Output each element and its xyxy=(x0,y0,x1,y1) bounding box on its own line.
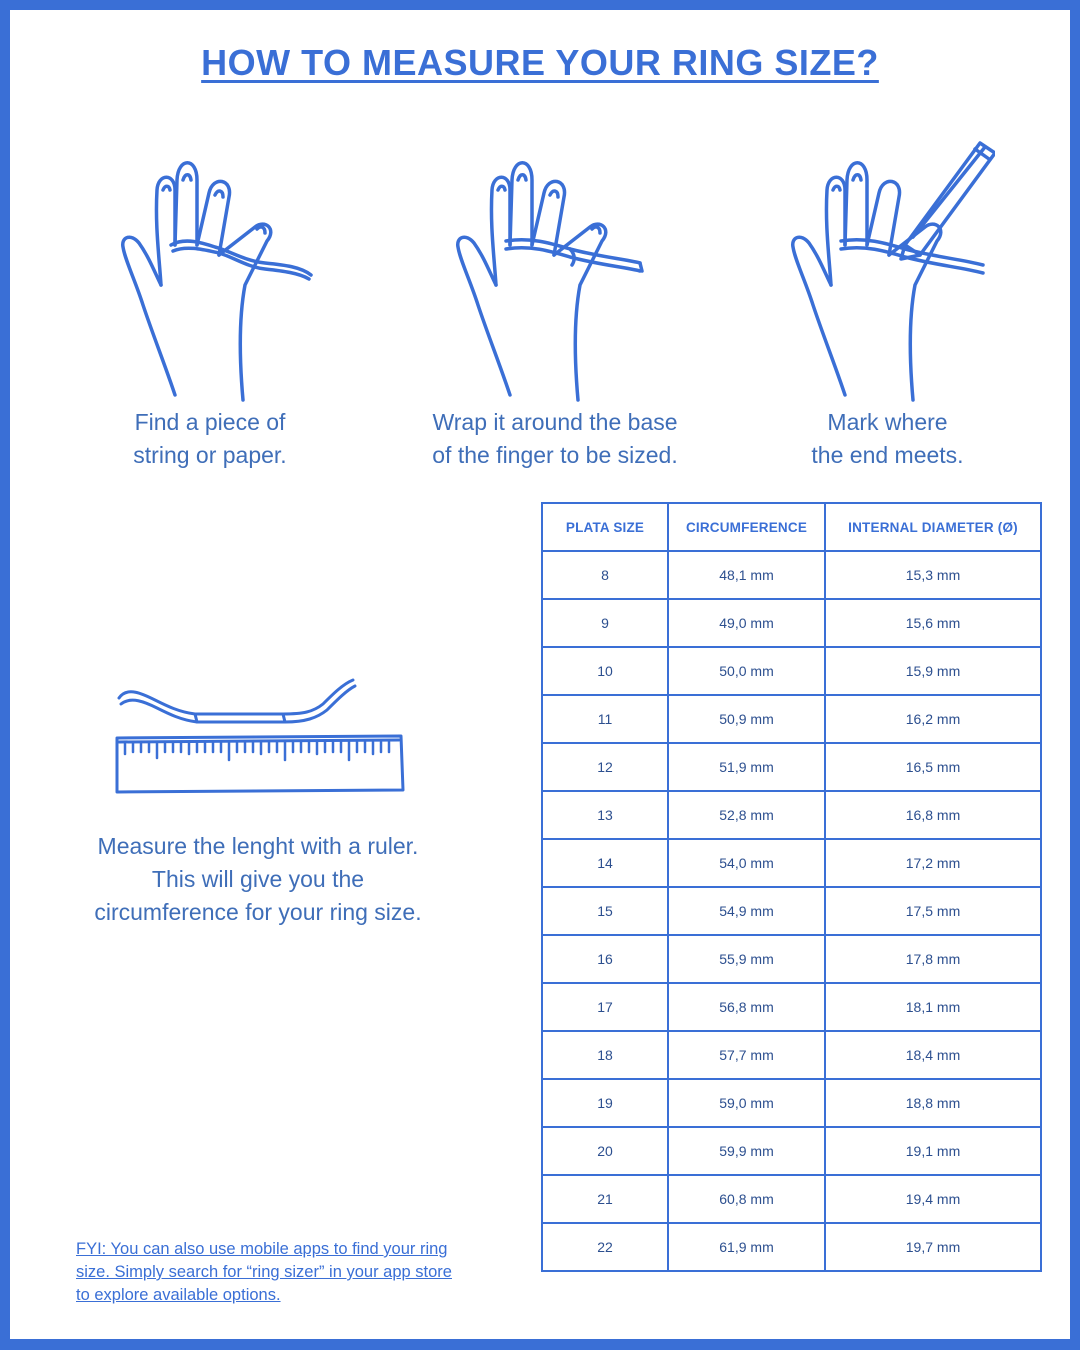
cell-plata-size: 8 xyxy=(542,551,668,599)
cell-plata-size: 15 xyxy=(542,887,668,935)
cell-plata-size: 9 xyxy=(542,599,668,647)
cell-internal-diameter: 17,8 mm xyxy=(825,935,1041,983)
cell-circumference: 50,9 mm xyxy=(668,695,825,743)
ring-size-table xyxy=(541,502,1042,1272)
step-3-caption: Mark where the end meets. xyxy=(811,409,964,468)
cell-internal-diameter: 16,5 mm xyxy=(825,743,1041,791)
header-plata-size: PLATA SIZE xyxy=(542,503,668,551)
step-1-caption: Find a piece of string or paper. xyxy=(133,409,287,468)
cell-internal-diameter: 15,9 mm xyxy=(825,647,1041,695)
cell-plata-size: 18 xyxy=(542,1031,668,1079)
ring-size-card xyxy=(10,10,1070,1339)
cell-internal-diameter: 16,8 mm xyxy=(825,791,1041,839)
table-row xyxy=(542,647,1041,695)
cell-internal-diameter: 19,7 mm xyxy=(825,1223,1041,1271)
cell-internal-diameter: 15,3 mm xyxy=(825,551,1041,599)
fyi-note[interactable]: FYI: You can also use mobile apps to find your ring size. Simply search for “ring sizer” in your app store to explore available options. xyxy=(76,1240,452,1304)
cell-circumference: 61,9 mm xyxy=(668,1223,825,1271)
cell-plata-size: 12 xyxy=(542,743,668,791)
cell-circumference: 48,1 mm xyxy=(668,551,825,599)
cell-circumference: 51,9 mm xyxy=(668,743,825,791)
cell-plata-size: 16 xyxy=(542,935,668,983)
table-row xyxy=(542,695,1041,743)
table-row xyxy=(542,1079,1041,1127)
table-row xyxy=(542,935,1041,983)
table-row xyxy=(542,599,1041,647)
cell-plata-size: 14 xyxy=(542,839,668,887)
table-body xyxy=(542,551,1041,1271)
table-row xyxy=(542,743,1041,791)
cell-circumference: 50,0 mm xyxy=(668,647,825,695)
cell-circumference: 52,8 mm xyxy=(668,791,825,839)
cell-internal-diameter: 17,5 mm xyxy=(825,887,1041,935)
cell-plata-size: 21 xyxy=(542,1175,668,1223)
cell-circumference: 56,8 mm xyxy=(668,983,825,1031)
cell-plata-size: 19 xyxy=(542,1079,668,1127)
hand-wrapped-string-icon xyxy=(450,145,660,405)
cell-internal-diameter: 18,1 mm xyxy=(825,983,1041,1031)
cell-internal-diameter: 15,6 mm xyxy=(825,599,1041,647)
header-internal-diameter: INTERNAL DIAMETER (Ø) xyxy=(825,503,1041,551)
cell-circumference: 49,0 mm xyxy=(668,599,825,647)
cell-internal-diameter: 19,4 mm xyxy=(825,1175,1041,1223)
cell-plata-size: 17 xyxy=(542,983,668,1031)
cell-plata-size: 13 xyxy=(542,791,668,839)
cell-internal-diameter: 16,2 mm xyxy=(825,695,1041,743)
cell-circumference: 57,7 mm xyxy=(668,1031,825,1079)
step-2-caption: Wrap it around the base of the finger to be sized. xyxy=(432,409,678,468)
cell-internal-diameter: 17,2 mm xyxy=(825,839,1041,887)
page-title: HOW TO MEASURE YOUR RING SIZE? xyxy=(201,42,879,83)
table-row xyxy=(542,839,1041,887)
table-row xyxy=(542,551,1041,599)
cell-plata-size: 11 xyxy=(542,695,668,743)
cell-circumference: 54,0 mm xyxy=(668,839,825,887)
table-row xyxy=(542,1223,1041,1271)
cell-internal-diameter: 19,1 mm xyxy=(825,1127,1041,1175)
cell-plata-size: 22 xyxy=(542,1223,668,1271)
table-row xyxy=(542,1127,1041,1175)
table-row xyxy=(542,983,1041,1031)
table-row xyxy=(542,1175,1041,1223)
hand-with-string-icon xyxy=(115,145,325,405)
hand-pencil-mark-icon xyxy=(785,125,995,405)
cell-circumference: 59,0 mm xyxy=(668,1079,825,1127)
table-row xyxy=(542,791,1041,839)
cell-circumference: 60,8 mm xyxy=(668,1175,825,1223)
table-row xyxy=(542,887,1041,935)
table-row xyxy=(542,1031,1041,1079)
cell-internal-diameter: 18,4 mm xyxy=(825,1031,1041,1079)
ruler-with-string-icon xyxy=(113,678,408,803)
cell-circumference: 59,9 mm xyxy=(668,1127,825,1175)
cell-circumference: 55,9 mm xyxy=(668,935,825,983)
cell-plata-size: 20 xyxy=(542,1127,668,1175)
cell-circumference: 54,9 mm xyxy=(668,887,825,935)
cell-internal-diameter: 18,8 mm xyxy=(825,1079,1041,1127)
ruler-caption: Measure the lenght with a ruler. This will give you the circumference for your ring size. xyxy=(94,833,422,925)
header-circumference: CIRCUMFERENCE xyxy=(668,503,825,551)
table-header-row xyxy=(542,503,1041,551)
cell-plata-size: 10 xyxy=(542,647,668,695)
